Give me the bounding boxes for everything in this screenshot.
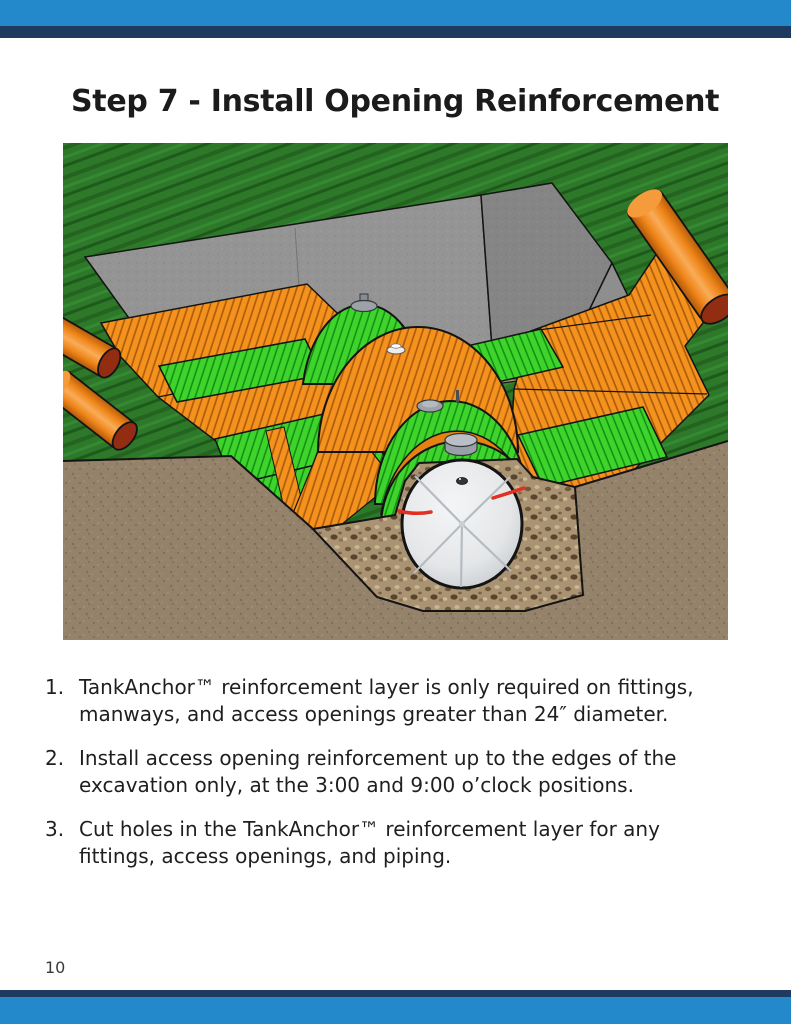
instruction-item-3 bbox=[45, 816, 735, 870]
page-title: Step 7 - Install Opening Reinforcement bbox=[71, 84, 720, 119]
bottom-accent-band bbox=[0, 997, 791, 1024]
bottom-navy-rule bbox=[0, 990, 791, 997]
tank-excavation-drawing bbox=[63, 143, 728, 640]
instruction-item-2 bbox=[45, 745, 735, 799]
instruction-number: 1. bbox=[45, 675, 65, 699]
instruction-text: Cut holes in the TankAnchor™ reinforcement layer for any fittings, access openings, and piping. bbox=[79, 817, 660, 868]
instruction-text: Install access opening reinforcement up to the edges of the excavation only, at the 3:00 and 9:00 o’clock positions. bbox=[79, 746, 677, 797]
top-navy-rule bbox=[0, 26, 791, 38]
page-number: 10 bbox=[45, 958, 66, 977]
tank-end-cap bbox=[399, 460, 524, 588]
instruction-list bbox=[45, 674, 735, 887]
instruction-number: 2. bbox=[45, 746, 65, 770]
instruction-number: 3. bbox=[45, 817, 65, 841]
top-accent-band bbox=[0, 0, 791, 26]
installation-illustration bbox=[63, 143, 728, 640]
instruction-text: TankAnchor™ reinforcement layer is only required on fittings, manways, and access openings greater than 24″ diameter. bbox=[79, 675, 694, 726]
instruction-item-1 bbox=[45, 674, 735, 728]
